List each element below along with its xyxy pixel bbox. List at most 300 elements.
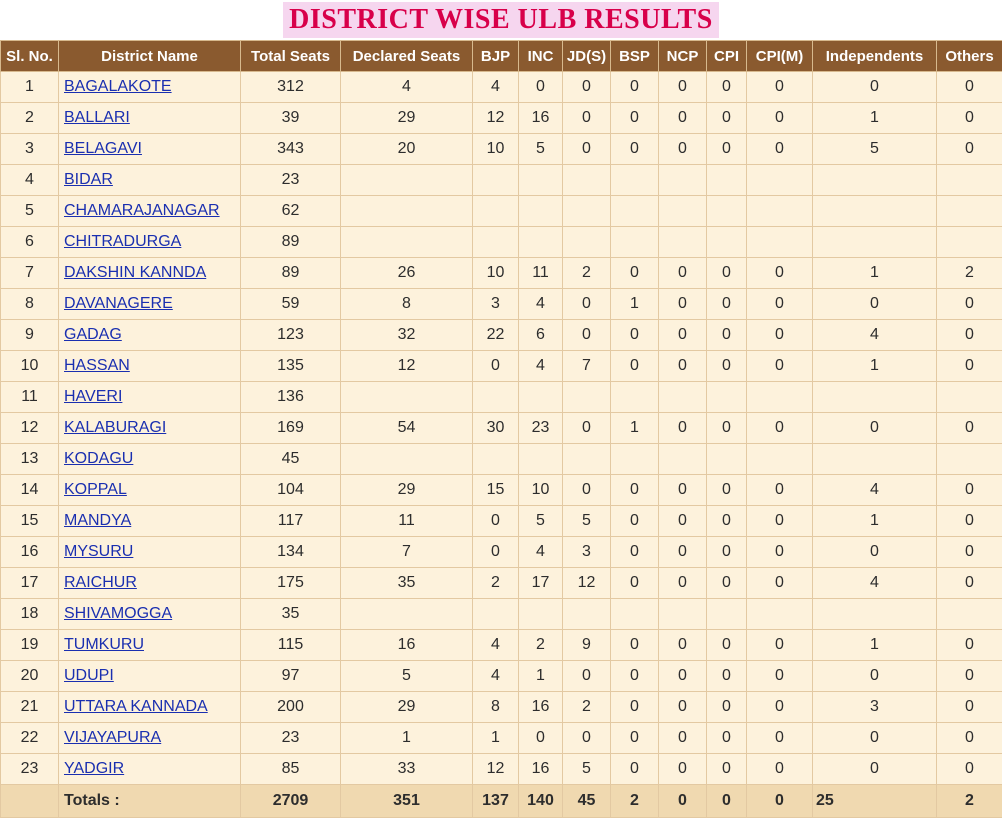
cell-district-name	[59, 599, 241, 630]
cell-cpim: 0	[747, 320, 813, 351]
cell-inc: 2	[519, 630, 563, 661]
cell-district-name	[59, 630, 241, 661]
cell-independents: 4	[813, 475, 937, 506]
cell-others: 0	[937, 289, 1002, 320]
district-link[interactable]: DAVANAGERE	[64, 295, 173, 312]
cell-total-seats: 89	[241, 227, 341, 258]
cell-inc	[519, 227, 563, 258]
cell-jds	[563, 382, 611, 413]
cell-district-name	[59, 196, 241, 227]
cell-total-seats: 343	[241, 134, 341, 165]
table-row	[1, 506, 1002, 537]
district-link[interactable]: CHAMARAJANAGAR	[64, 202, 220, 219]
cell-ncp: 0	[659, 630, 707, 661]
cell-jds: 5	[563, 506, 611, 537]
cell-district-name	[59, 723, 241, 754]
cell-bjp: 10	[473, 258, 519, 289]
cell-sl-no: 3	[1, 134, 59, 165]
cell-independents: 0	[813, 72, 937, 103]
cell-cpim: 0	[747, 723, 813, 754]
cell-ncp: 0	[659, 289, 707, 320]
cell-jds: 2	[563, 258, 611, 289]
cell-declared-seats: 29	[341, 103, 473, 134]
cell-independents	[813, 444, 937, 475]
column-header-bsp: BSP	[611, 41, 659, 72]
cell-independents	[813, 227, 937, 258]
table-body	[1, 72, 1002, 818]
cell-bjp: 10	[473, 134, 519, 165]
column-header-cpi: CPI	[707, 41, 747, 72]
column-header-jds: JD(S)	[563, 41, 611, 72]
cell-sl-no: 1	[1, 72, 59, 103]
cell-declared-seats: 16	[341, 630, 473, 661]
cell-inc: 5	[519, 506, 563, 537]
cell-others	[937, 599, 1002, 630]
cell-bsp: 1	[611, 413, 659, 444]
cell-bjp: 22	[473, 320, 519, 351]
cell-independents: 4	[813, 320, 937, 351]
cell-cpi: 0	[707, 537, 747, 568]
cell-independents: 1	[813, 258, 937, 289]
table-row	[1, 444, 1002, 475]
cell-cpi: 0	[707, 661, 747, 692]
cell-sl-no: 13	[1, 444, 59, 475]
page-title: DISTRICT WISE ULB RESULTS	[283, 2, 719, 38]
cell-independents: 1	[813, 630, 937, 661]
cell-district-name	[59, 289, 241, 320]
column-header-district-name: District Name	[59, 41, 241, 72]
district-link[interactable]: HAVERI	[64, 388, 123, 405]
table-row	[1, 72, 1002, 103]
cell-others	[937, 444, 1002, 475]
cell-cpim: 0	[747, 754, 813, 785]
cell-bsp: 0	[611, 537, 659, 568]
cell-declared-seats	[341, 382, 473, 413]
cell-inc: 1	[519, 661, 563, 692]
district-link[interactable]: VIJAYAPURA	[64, 729, 162, 746]
cell-declared-seats	[341, 444, 473, 475]
cell-bsp: 0	[611, 72, 659, 103]
cell-cpi: 0	[707, 72, 747, 103]
cell-declared-seats: 4	[341, 72, 473, 103]
cell-inc: 4	[519, 351, 563, 382]
cell-jds: 0	[563, 72, 611, 103]
cell-cpim: 0	[747, 351, 813, 382]
cell-bjp	[473, 599, 519, 630]
cell-bsp	[611, 196, 659, 227]
cell-bjp: 0	[473, 537, 519, 568]
cell-declared-seats: 11	[341, 506, 473, 537]
cell-total-seats: 97	[241, 661, 341, 692]
table-row	[1, 227, 1002, 258]
total-declared-seats: 351	[341, 785, 473, 818]
cell-ncp	[659, 444, 707, 475]
cell-inc	[519, 599, 563, 630]
cell-independents: 5	[813, 134, 937, 165]
total-cpim: 0	[747, 785, 813, 818]
cell-total-seats: 62	[241, 196, 341, 227]
cell-jds: 0	[563, 134, 611, 165]
cell-inc: 16	[519, 692, 563, 723]
cell-bjp: 0	[473, 351, 519, 382]
cell-total-seats: 117	[241, 506, 341, 537]
district-link[interactable]: MYSURU	[64, 543, 134, 560]
cell-independents: 0	[813, 413, 937, 444]
cell-ncp	[659, 196, 707, 227]
cell-ncp: 0	[659, 537, 707, 568]
cell-independents: 0	[813, 537, 937, 568]
cell-bsp: 0	[611, 568, 659, 599]
table-row	[1, 754, 1002, 785]
cell-cpim	[747, 444, 813, 475]
cell-others: 0	[937, 320, 1002, 351]
cell-ncp	[659, 165, 707, 196]
cell-inc: 0	[519, 723, 563, 754]
table-row	[1, 289, 1002, 320]
cell-independents	[813, 599, 937, 630]
cell-others: 0	[937, 351, 1002, 382]
district-link[interactable]: UTTARA KANNADA	[64, 698, 208, 715]
cell-declared-seats: 32	[341, 320, 473, 351]
district-link[interactable]: BIDAR	[64, 171, 113, 188]
cell-total-seats: 39	[241, 103, 341, 134]
district-link[interactable]: KODAGU	[64, 450, 134, 467]
cell-cpim: 0	[747, 630, 813, 661]
cell-sl-no: 14	[1, 475, 59, 506]
cell-cpim: 0	[747, 103, 813, 134]
cell-district-name	[59, 227, 241, 258]
cell-independents: 1	[813, 351, 937, 382]
cell-total-seats: 45	[241, 444, 341, 475]
cell-ncp: 0	[659, 134, 707, 165]
column-header-total-seats: Total Seats	[241, 41, 341, 72]
cell-jds: 0	[563, 661, 611, 692]
cell-bjp: 1	[473, 723, 519, 754]
results-table	[0, 40, 1002, 818]
total-bsp: 2	[611, 785, 659, 818]
district-link[interactable]: YADGIR	[64, 760, 125, 777]
cell-jds: 0	[563, 320, 611, 351]
cell-jds	[563, 165, 611, 196]
cell-cpi: 0	[707, 134, 747, 165]
cell-independents: 0	[813, 723, 937, 754]
cell-bjp: 12	[473, 103, 519, 134]
cell-total-seats: 89	[241, 258, 341, 289]
cell-others: 0	[937, 537, 1002, 568]
total-total-seats: 2709	[241, 785, 341, 818]
cell-bsp: 1	[611, 289, 659, 320]
cell-jds	[563, 599, 611, 630]
cell-total-seats: 134	[241, 537, 341, 568]
cell-cpim: 0	[747, 537, 813, 568]
cell-independents: 4	[813, 568, 937, 599]
cell-ncp: 0	[659, 754, 707, 785]
district-link[interactable]: HASSAN	[64, 357, 130, 374]
table-row	[1, 568, 1002, 599]
cell-others	[937, 196, 1002, 227]
cell-others: 0	[937, 723, 1002, 754]
cell-bsp	[611, 444, 659, 475]
cell-bsp: 0	[611, 103, 659, 134]
cell-district-name	[59, 134, 241, 165]
cell-declared-seats: 8	[341, 289, 473, 320]
district-link[interactable]: KOPPAL	[64, 481, 127, 498]
cell-cpi: 0	[707, 506, 747, 537]
cell-inc: 23	[519, 413, 563, 444]
cell-district-name	[59, 382, 241, 413]
cell-total-seats: 104	[241, 475, 341, 506]
cell-others: 0	[937, 413, 1002, 444]
cell-bsp	[611, 165, 659, 196]
cell-others	[937, 165, 1002, 196]
total-independents: 25	[813, 785, 937, 818]
district-link[interactable]: KALABURAGI	[64, 419, 167, 436]
cell-inc: 6	[519, 320, 563, 351]
cell-sl-no: 21	[1, 692, 59, 723]
cell-declared-seats: 35	[341, 568, 473, 599]
cell-total-seats: 136	[241, 382, 341, 413]
cell-bsp: 0	[611, 506, 659, 537]
cell-cpim: 0	[747, 568, 813, 599]
cell-total-seats: 85	[241, 754, 341, 785]
table-row	[1, 351, 1002, 382]
total-bjp: 137	[473, 785, 519, 818]
cell-total-seats: 115	[241, 630, 341, 661]
cell-inc: 17	[519, 568, 563, 599]
cell-others: 0	[937, 692, 1002, 723]
cell-jds: 12	[563, 568, 611, 599]
cell-ncp: 0	[659, 413, 707, 444]
cell-cpim	[747, 165, 813, 196]
cell-sl-no: 16	[1, 537, 59, 568]
cell-sl-no: 20	[1, 661, 59, 692]
cell-others: 0	[937, 72, 1002, 103]
cell-cpi	[707, 227, 747, 258]
cell-inc	[519, 196, 563, 227]
cell-cpi: 0	[707, 723, 747, 754]
cell-cpi	[707, 165, 747, 196]
district-link[interactable]: TUMKURU	[64, 636, 144, 653]
district-link[interactable]: SHIVAMOGGA	[64, 605, 173, 622]
header-row	[1, 41, 1002, 72]
cell-bsp: 0	[611, 723, 659, 754]
cell-jds: 2	[563, 692, 611, 723]
cell-ncp	[659, 599, 707, 630]
cell-ncp: 0	[659, 568, 707, 599]
cell-total-seats: 200	[241, 692, 341, 723]
cell-cpi: 0	[707, 630, 747, 661]
cell-independents: 0	[813, 754, 937, 785]
cell-sl-no: 2	[1, 103, 59, 134]
column-header-sl-no: Sl. No.	[1, 41, 59, 72]
cell-cpi: 0	[707, 103, 747, 134]
column-header-bjp: BJP	[473, 41, 519, 72]
cell-jds	[563, 444, 611, 475]
cell-sl-no: 4	[1, 165, 59, 196]
cell-others: 0	[937, 661, 1002, 692]
table-row	[1, 103, 1002, 134]
total-jds: 45	[563, 785, 611, 818]
cell-declared-seats	[341, 165, 473, 196]
cell-cpi	[707, 599, 747, 630]
cell-jds: 7	[563, 351, 611, 382]
cell-declared-seats: 54	[341, 413, 473, 444]
cell-independents	[813, 165, 937, 196]
district-link[interactable]: DAKSHIN KANNDA	[64, 264, 207, 281]
table-row	[1, 692, 1002, 723]
cell-district-name	[59, 506, 241, 537]
cell-ncp: 0	[659, 692, 707, 723]
cell-cpim	[747, 599, 813, 630]
cell-cpi	[707, 196, 747, 227]
cell-district-name	[59, 568, 241, 599]
cell-declared-seats: 20	[341, 134, 473, 165]
cell-jds: 3	[563, 537, 611, 568]
cell-others: 0	[937, 754, 1002, 785]
cell-cpi: 0	[707, 475, 747, 506]
cell-sl-no: 11	[1, 382, 59, 413]
cell-inc	[519, 444, 563, 475]
cell-ncp: 0	[659, 351, 707, 382]
cell-inc: 10	[519, 475, 563, 506]
cell-ncp: 0	[659, 661, 707, 692]
cell-declared-seats: 33	[341, 754, 473, 785]
cell-cpim: 0	[747, 475, 813, 506]
cell-bsp: 0	[611, 351, 659, 382]
table-row	[1, 475, 1002, 506]
cell-bsp: 0	[611, 320, 659, 351]
cell-district-name	[59, 351, 241, 382]
cell-ncp	[659, 382, 707, 413]
cell-bjp: 0	[473, 506, 519, 537]
cell-bjp: 8	[473, 692, 519, 723]
column-header-cpim: CPI(M)	[747, 41, 813, 72]
totals-label: Totals :	[59, 785, 241, 818]
district-link[interactable]: MANDYA	[64, 512, 132, 529]
cell-district-name	[59, 413, 241, 444]
cell-sl-no: 10	[1, 351, 59, 382]
cell-bsp: 0	[611, 661, 659, 692]
cell-cpi: 0	[707, 568, 747, 599]
cell-others	[937, 227, 1002, 258]
cell-declared-seats: 1	[341, 723, 473, 754]
table-row	[1, 134, 1002, 165]
total-inc: 140	[519, 785, 563, 818]
district-link[interactable]: RAICHUR	[64, 574, 137, 591]
title-area	[0, 0, 1002, 40]
cell-sl-no: 17	[1, 568, 59, 599]
cell-bjp: 4	[473, 661, 519, 692]
cell-district-name	[59, 72, 241, 103]
cell-total-seats: 169	[241, 413, 341, 444]
cell-sl-no: 8	[1, 289, 59, 320]
cell-declared-seats: 26	[341, 258, 473, 289]
cell-independents	[813, 382, 937, 413]
cell-others: 0	[937, 475, 1002, 506]
cell-sl-no: 15	[1, 506, 59, 537]
cell-bsp: 0	[611, 258, 659, 289]
cell-cpim	[747, 382, 813, 413]
table-row	[1, 723, 1002, 754]
cell-cpi: 0	[707, 258, 747, 289]
cell-bjp	[473, 382, 519, 413]
cell-district-name	[59, 537, 241, 568]
cell-district-name	[59, 258, 241, 289]
district-link[interactable]: UDUPI	[64, 667, 114, 684]
cell-jds: 0	[563, 475, 611, 506]
district-link[interactable]: CHITRADURGA	[64, 233, 182, 250]
column-header-others: Others	[937, 41, 1002, 72]
cell-inc: 4	[519, 537, 563, 568]
district-link[interactable]: GADAG	[64, 326, 122, 343]
cell-jds: 9	[563, 630, 611, 661]
cell-others: 0	[937, 568, 1002, 599]
cell-total-seats: 23	[241, 165, 341, 196]
cell-cpim: 0	[747, 258, 813, 289]
cell-declared-seats: 29	[341, 692, 473, 723]
cell-jds: 0	[563, 413, 611, 444]
cell-total-seats: 123	[241, 320, 341, 351]
cell-bsp: 0	[611, 754, 659, 785]
cell-declared-seats: 12	[341, 351, 473, 382]
cell-sl-no: 9	[1, 320, 59, 351]
cell-bjp	[473, 196, 519, 227]
cell-ncp: 0	[659, 72, 707, 103]
district-link[interactable]: BELAGAVI	[64, 140, 142, 157]
table-row	[1, 537, 1002, 568]
cell-independents: 0	[813, 661, 937, 692]
totals-row	[1, 785, 1002, 818]
table-row	[1, 196, 1002, 227]
cell-ncp: 0	[659, 723, 707, 754]
cell-jds: 5	[563, 754, 611, 785]
cell-cpim: 0	[747, 134, 813, 165]
cell-ncp: 0	[659, 258, 707, 289]
cell-inc: 16	[519, 754, 563, 785]
cell-bsp	[611, 599, 659, 630]
cell-bsp: 0	[611, 692, 659, 723]
cell-cpim: 0	[747, 289, 813, 320]
district-link[interactable]: BALLARI	[64, 109, 130, 126]
column-header-declared-seats: Declared Seats	[341, 41, 473, 72]
cell-cpim	[747, 227, 813, 258]
cell-ncp: 0	[659, 103, 707, 134]
cell-inc: 5	[519, 134, 563, 165]
table-row	[1, 320, 1002, 351]
cell-cpi: 0	[707, 413, 747, 444]
cell-independents: 1	[813, 103, 937, 134]
cell-cpim: 0	[747, 72, 813, 103]
cell-district-name	[59, 444, 241, 475]
cell-sl-no: 19	[1, 630, 59, 661]
cell-others: 0	[937, 134, 1002, 165]
cell-total-seats: 312	[241, 72, 341, 103]
cell-bsp	[611, 227, 659, 258]
cell-sl-no: 7	[1, 258, 59, 289]
table-row	[1, 599, 1002, 630]
table-row	[1, 413, 1002, 444]
cell-independents: 0	[813, 289, 937, 320]
cell-declared-seats: 5	[341, 661, 473, 692]
district-link[interactable]: BAGALAKOTE	[64, 78, 172, 95]
cell-independents: 1	[813, 506, 937, 537]
table-row	[1, 258, 1002, 289]
cell-cpim: 0	[747, 413, 813, 444]
cell-ncp: 0	[659, 475, 707, 506]
table-row	[1, 630, 1002, 661]
cell-sl-no: 5	[1, 196, 59, 227]
cell-cpi: 0	[707, 351, 747, 382]
